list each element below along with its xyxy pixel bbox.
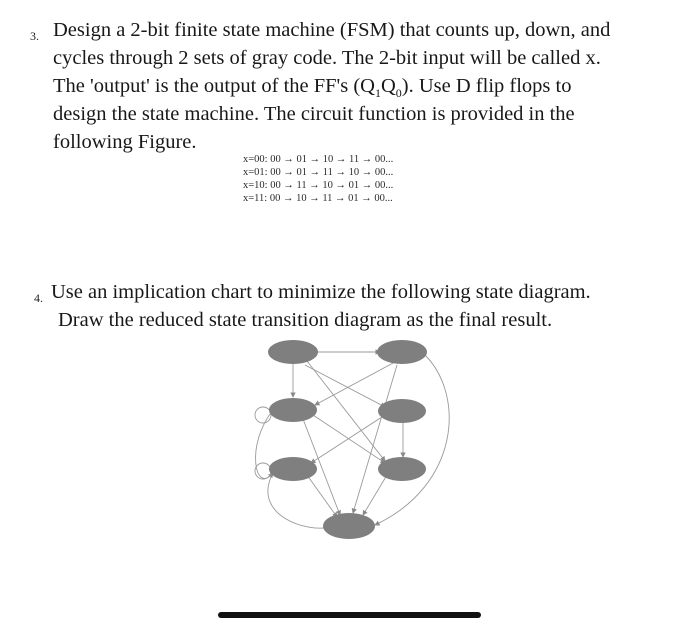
text-segment: Q [380, 75, 396, 97]
state-node [377, 340, 427, 364]
state-node [268, 340, 318, 364]
home-indicator [218, 612, 481, 618]
transition-edge [353, 365, 397, 513]
transition-edge [375, 355, 449, 525]
question-text-line: Design a 2-bit finite state machine (FSM) that counts up, down, and [53, 19, 611, 41]
question-text-line: cycles through 2 sets of gray code. The 2-bit input will be called x. [53, 47, 601, 69]
question-number: 3. [30, 29, 39, 43]
question-text-line: following Figure. [53, 131, 197, 153]
sequence-line: x=11: 00 → 10 → 11 → 01 → 00... [243, 193, 393, 204]
gray-code-figure [243, 153, 393, 205]
self-loop [255, 407, 271, 423]
state-node [269, 398, 317, 422]
state-diagram [245, 335, 465, 545]
transition-edge [268, 477, 331, 528]
subscript: 1 [374, 86, 381, 101]
sequence-line: x=00: 00 → 01 → 10 → 11 → 00... [243, 154, 394, 165]
state-node [269, 457, 317, 481]
question-text-line: Draw the reduced state transition diagram as the final result. [58, 309, 553, 331]
transition-edge [315, 362, 395, 405]
question-number: 4. [34, 291, 43, 305]
transition-edge [363, 475, 387, 515]
transition-edges [255, 352, 449, 528]
transition-edge [305, 365, 385, 407]
sequence-line: x=10: 00 → 11 → 10 → 01 → 00... [243, 180, 394, 191]
text-segment: The 'output' is the output of the FF's (Q [53, 75, 375, 97]
subscript: 0 [395, 86, 402, 101]
text-segment: ). Use D flip flops to [401, 75, 572, 97]
question-text-line: design the state machine. The circuit function is provided in the [53, 103, 575, 125]
sequence-line: x=01: 00 → 01 → 11 → 10 → 00... [243, 167, 394, 178]
state-node [378, 399, 426, 423]
question-text-line: Use an implication chart to minimize the following state diagram. [51, 281, 591, 303]
state-node [378, 457, 426, 481]
state-node [323, 513, 375, 539]
